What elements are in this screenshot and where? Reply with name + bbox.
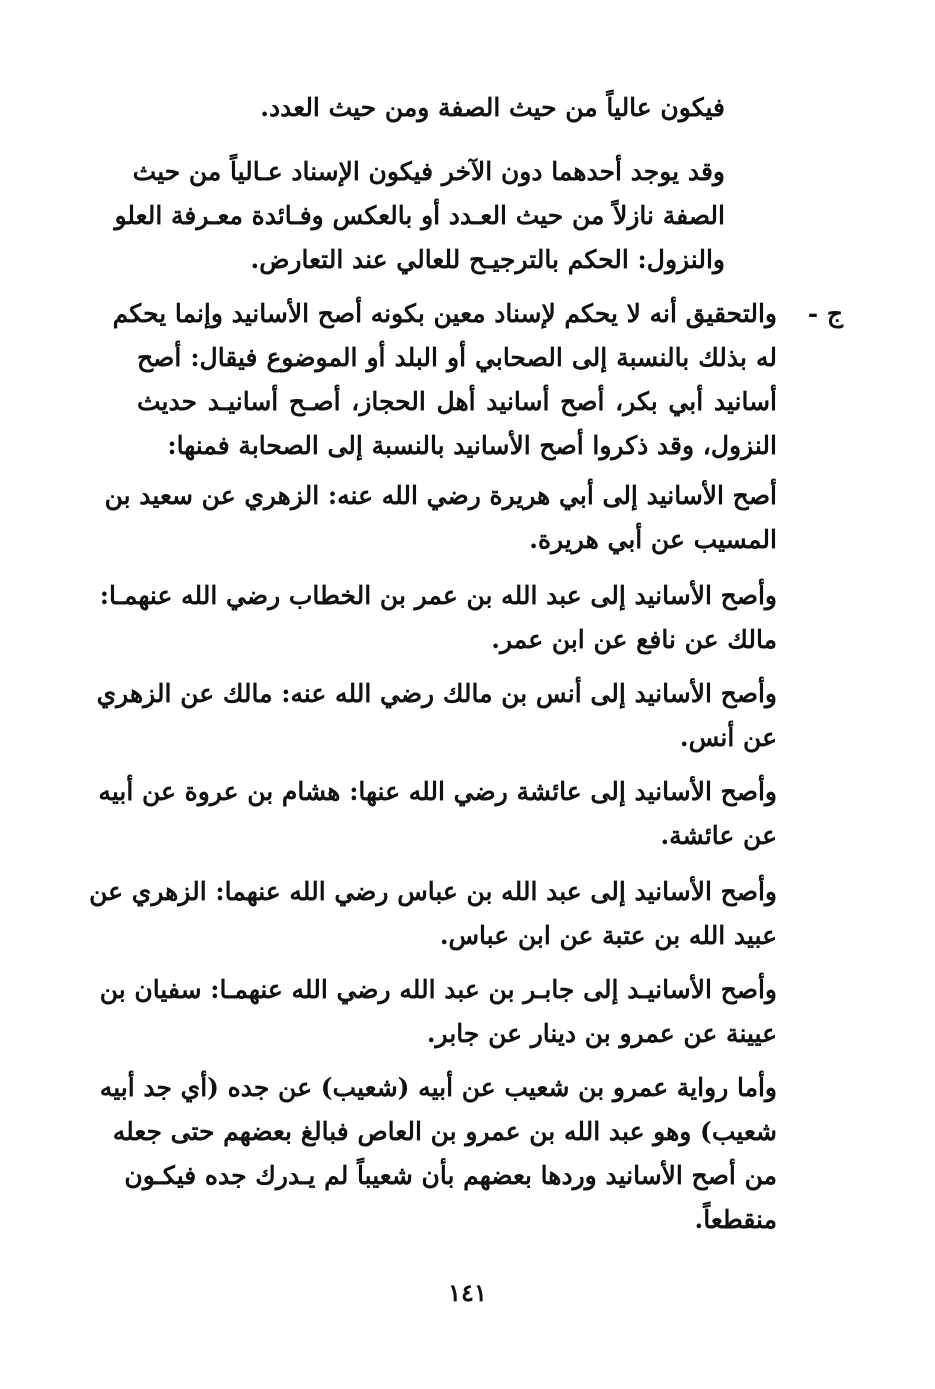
paragraph-2 [114,150,725,282]
paragraph-line: من أصح الأسانيد وردها بعضهم بأن شعيباً لم يـدرك جده فيكـون [124,1161,777,1190]
paragraph-line: والتحقيق أنه لا يحكم لإسناد معين بكونه أصح الأسانيد وإنما يحكم [112,299,777,328]
paragraph-7 [98,770,777,858]
paragraph-line: منقطعاً. [694,1205,777,1234]
paragraph-1 [135,86,725,130]
paragraph-line: له بذلك بالنسبة إلى الصحابي أو البلد أو الموضوع فيقال: أصح [137,343,777,372]
paragraph-line: وأصح الأسانيد إلى عائشة رضي الله عنها: هشام بن عروة عن أبيه [98,777,777,806]
paragraph-line: النزول، وقد ذكروا أصح الأسانيد بالنسبة إلى الصحابة فمنها: [167,431,777,460]
paragraph-9 [99,968,777,1056]
paragraph-line: أسانيد أبي بكر، أصح أسانيد أهل الحجاز، أصـح أسانيـد حديث [137,387,777,416]
paragraph-line: والنزول: الحكم بالترجيـح للعالي عند التعارض. [250,245,725,274]
paragraph-line: مالك عن نافع عن ابن عمر. [491,625,777,654]
paragraph-10 [99,1066,777,1242]
paragraph-line: المسيب عن أبي هريرة. [529,525,777,554]
paragraph-3 [112,292,777,468]
paragraph-8 [89,870,777,958]
paragraph-line: وأصح الأسانيد إلى عبد الله بن عباس رضي الله عنهما: الزهري عن [89,877,777,906]
paragraph-5 [99,574,777,662]
paragraph-line: أصح الأسانيد إلى أبي هريرة رضي الله عنه: الزهري عن سعيد بن [104,481,777,510]
paragraph-line: عن عائشة. [660,821,777,850]
paragraph-line: وأما رواية عمرو بن شعيب عن أبيه (شعيب) عن جده (أي جد أبيه [99,1073,777,1102]
paragraph-line: الصفة نازلاً من حيث العـدد أو بالعكس وفـائدة معـرفة العلو [114,201,725,230]
section-marker: ج - [807,299,843,328]
paragraph-line: عبيد الله بن عتبة عن ابن عباس. [439,921,777,950]
paragraph-line: وأصح الأسانيد إلى أنس بن مالك رضي الله عنه: مالك عن الزهري [96,679,777,708]
paragraph-line: عن أنس. [679,723,777,752]
paragraph-line: شعيب) وهو عبد الله بن عمرو بن العاص فبالغ بعضهم حتى جعله [112,1117,777,1146]
paragraph-line: عيينة عن عمرو بن دينار عن جابر. [426,1019,777,1048]
paragraph-line: وقد يوجد أحدهما دون الآخر فيكون الإسناد عـالياً من حيث [132,157,725,186]
page-number: ١٤١ [448,1278,487,1307]
paragraph-6 [96,672,777,760]
paragraph-4 [104,474,777,562]
paragraph-line: وأصح الأسانيـد إلى جابـر بن عبد الله رضي الله عنهمـا: سفيان بن [99,975,777,1004]
paragraph-line: فيكون عالياً من حيث الصفة ومن حيث العدد. [260,93,725,122]
paragraph-line: وأصح الأسانيد إلى عبد الله بن عمر بن الخطاب رضي الله عنهمـا: [99,581,777,610]
